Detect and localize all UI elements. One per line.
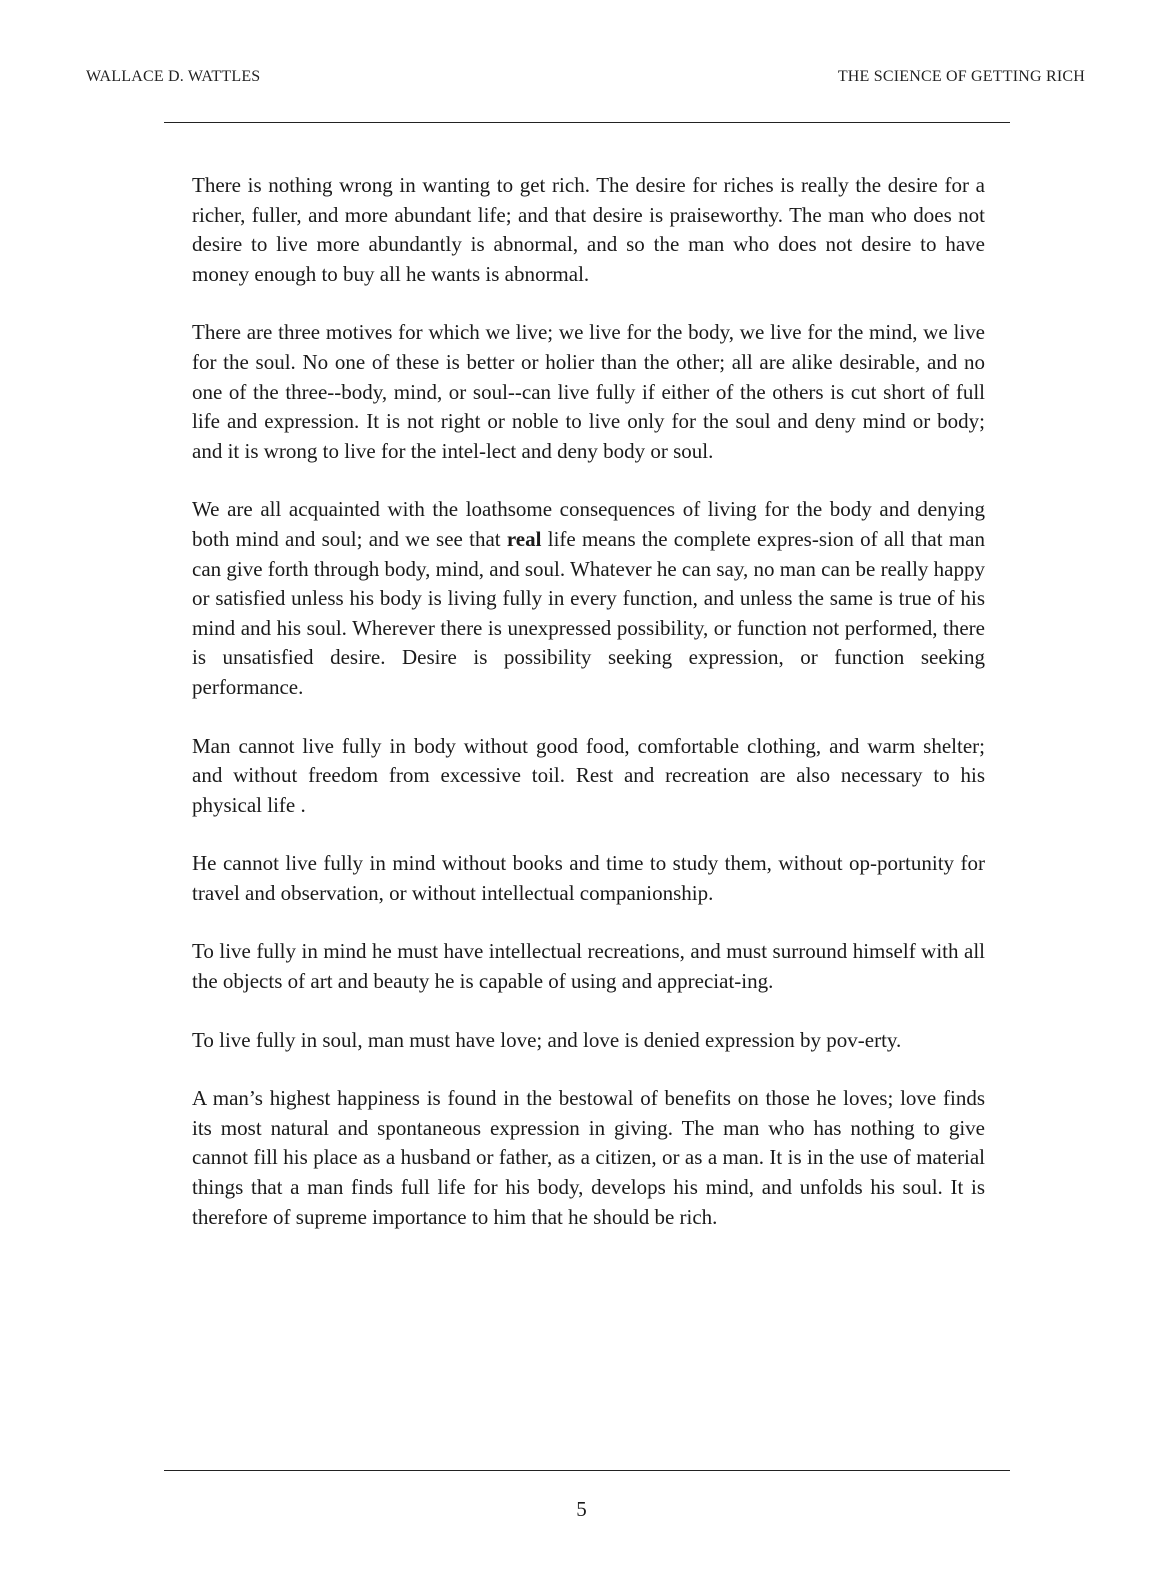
emphasis-real: real: [506, 526, 542, 551]
page-body: [192, 171, 985, 1261]
paragraph-3: [192, 495, 985, 702]
paragraph-3-text-after: life means the complete expres-sion of all that man can give forth through body, mind, and soul. Whatever he can say, no man can be really happy or satisfied unless his body is living fully in every function, and unless the same is true of his mind and his soul. Wherever there is unexpressed possibility, or function not performed, there is unsatisfied desire. Desire is possibility seeking expression, or function seeking performance.: [192, 526, 985, 699]
footer-divider: [164, 1470, 1010, 1471]
running-head-author: WALLACE D. WATTLES: [86, 68, 261, 85]
paragraph-3-text-before: We are all acquainted with the loathsome consequences of living for the body and denying both mind and soul; and we see that: [192, 497, 985, 551]
running-head-title: THE SCIENCE OF GETTING RICH: [837, 68, 1085, 85]
paragraph-7: To live fully in soul, man must have love; and love is denied expression by pov-erty.: [192, 1027, 902, 1052]
paragraph-1: There is nothing wrong in wanting to get rich. The desire for riches is really the desire for a richer, fuller, and more abundant life; and that desire is praiseworthy. The man who does not desire to live more abundantly is abnormal, and so the man who does not desire to have money enough to buy all he wants is abnormal.: [192, 173, 985, 286]
paragraph-4: Man cannot live fully in body without good food, comfortable clothing, and warm shelter; and without freedom from excessive toil. Rest and recreation are also necessary to his physical life .: [192, 733, 985, 817]
header-divider: [164, 122, 1010, 123]
page-number: 5: [576, 1497, 587, 1521]
paragraph-2: There are three motives for which we live; we live for the body, we live for the mind, we live for the soul. No one of these is better or holier than the other; all are alike desirable, and no one of the three--body, mind, or soul--can live fully if either of the others is cut short of full life and expression. It is not right or noble to live only for the soul and deny mind or body; and it is wrong to live for the intel-lect and deny body or soul.: [192, 320, 985, 463]
paragraph-5: He cannot live fully in mind without books and time to study them, without op-portunity for travel and observation, or without intellectual companionship.: [192, 851, 985, 905]
paragraph-8: A man’s highest happiness is found in the bestowal of benefits on those he loves; love finds its most natural and spontaneous expression in giving. The man who has nothing to give cannot fill his place as a husband or father, as a citizen, or as a man. It is in the use of material things that a man finds full life for his body, develops his mind, and unfolds his soul. It is therefore of supreme importance to him that he should be rich.: [192, 1086, 985, 1229]
paragraph-6: To live fully in mind he must have intellectual recreations, and must surround himself with all the objects of art and beauty he is capable of using and appreciat-ing.: [192, 939, 985, 994]
